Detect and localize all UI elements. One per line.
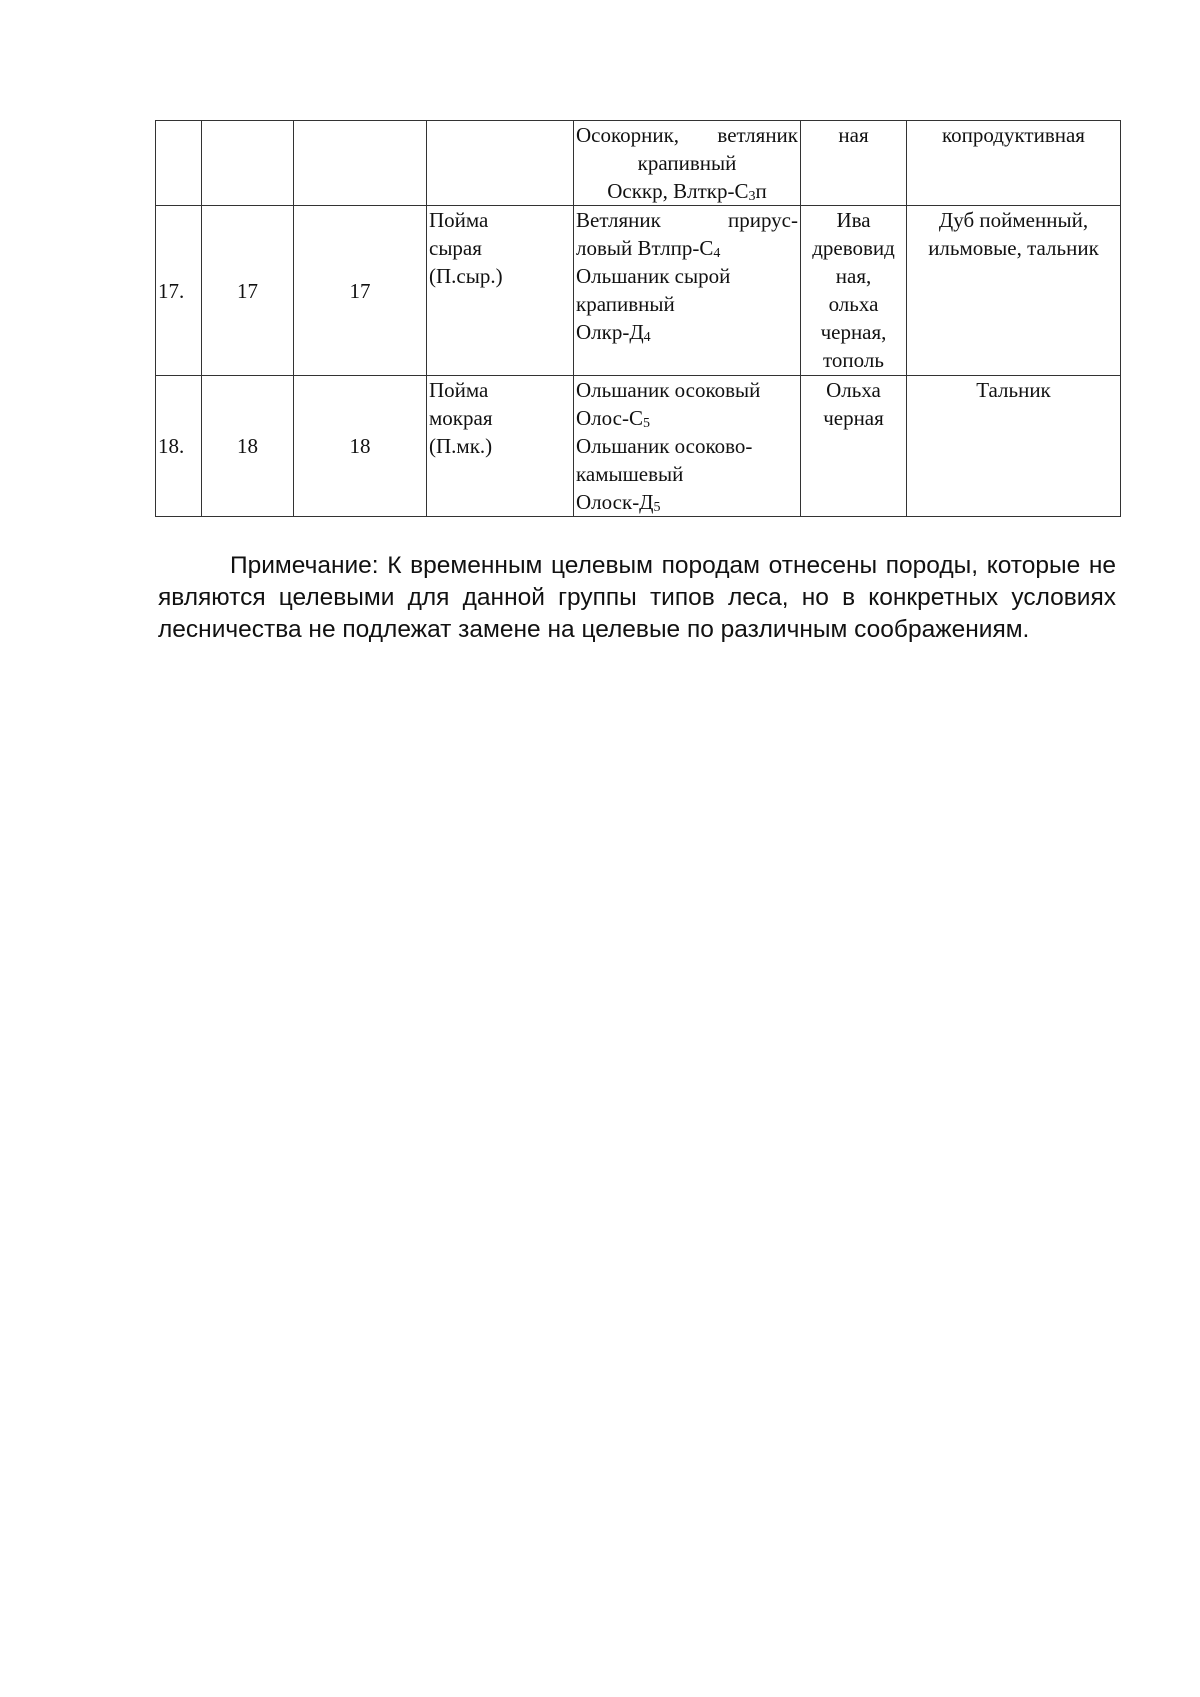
temporary-species: ная — [801, 121, 907, 206]
table-note: Примечание: К временным целевым породам отнесены породы, которые не являются целевыми для данной группы типов леса, но в конкретных условиях лесничества не подлежат замене на целевые по различным соображениям. — [158, 552, 1116, 643]
forest-type — [427, 121, 574, 206]
forest-types-table — [155, 120, 1121, 517]
row-number: 17. — [156, 206, 202, 376]
temporary-species: Ива древовид ная, ольха черная, тополь — [801, 206, 907, 376]
association: Ветляник прирус- ловый Втлпр-$С_4$ Ольшаник сырой крапивный Олкр-$Д_4$ — [574, 206, 801, 376]
row-number: 18. — [156, 376, 202, 517]
forest-type: Пойма мокрая (П.мк.) — [427, 376, 574, 517]
type-code — [294, 121, 427, 206]
group-code: 18 — [202, 376, 294, 517]
table-row — [156, 206, 1121, 376]
target-species: Дуб пойменный, ильмовые, тальник — [907, 206, 1121, 376]
association: Осокорник, ветляник крапивный Осккр, Влткр-$С_3п$ — [574, 121, 801, 206]
type-code: 17 — [294, 206, 427, 376]
group-code: 17 — [202, 206, 294, 376]
forest-type: Пойма сырая (П.сыр.) — [427, 206, 574, 376]
association: Ольшаник осоковый Олос-$С_5$ Ольшаник осоково- камышевый Олоск-$Д_5$ — [574, 376, 801, 517]
group-code — [202, 121, 294, 206]
temporary-species: Ольха черная — [801, 376, 907, 517]
table-row — [156, 376, 1121, 517]
row-number — [156, 121, 202, 206]
target-species: Тальник — [907, 376, 1121, 517]
table-row — [156, 121, 1121, 206]
type-code: 18 — [294, 376, 427, 517]
target-species: копродуктивная — [907, 121, 1121, 206]
